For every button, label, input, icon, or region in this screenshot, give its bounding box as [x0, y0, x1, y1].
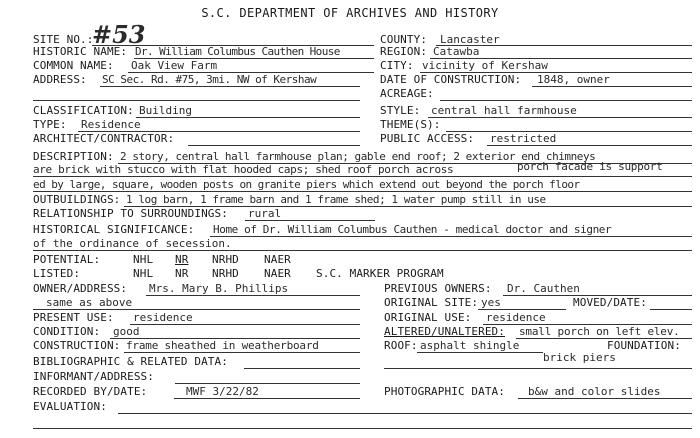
potential-option-nhl[interactable]: NHL — [133, 253, 154, 266]
architect-rule — [188, 145, 360, 146]
original-site-value: yes — [481, 296, 501, 309]
previous-owners-label: PREVIOUS OWNERS: — [384, 282, 492, 295]
row-description-3 — [0, 177, 700, 192]
common-name-label: COMMON NAME: — [33, 59, 114, 72]
public-access-value: restricted — [490, 132, 557, 145]
outbuildings-value: 1 log barn, 1 frame barn and 1 frame shed; 1 water pump still in use — [126, 193, 546, 206]
description-line-2b: porch facade is support — [517, 160, 663, 173]
city-label: CITY: — [380, 59, 414, 72]
foundation-value: brick piers — [543, 351, 616, 364]
moved-date-label: MOVED/DATE: — [573, 296, 647, 309]
original-use-label: ORIGINAL USE: — [384, 311, 472, 324]
row-description-2 — [0, 162, 700, 177]
architect-label: ARCHITECT/CONTRACTOR: — [33, 132, 175, 145]
row-classification — [0, 103, 700, 118]
row-recorded — [0, 384, 700, 399]
photographic-value: b&w and color slides — [528, 385, 661, 398]
region-value: Catawba — [433, 45, 480, 58]
row-condition — [0, 324, 700, 339]
present-use-value: residence — [133, 311, 193, 324]
bibliographic-label: BIBLIOGRAPHIC & RELATED DATA: — [33, 355, 228, 368]
foundation-label: FOUNDATION: — [607, 339, 681, 352]
roof-label: ROOF: — [384, 339, 418, 352]
altered-value: small porch on left elev. — [519, 325, 680, 338]
classification-value: Building — [139, 104, 192, 117]
potential-option-naer[interactable]: NAER — [264, 253, 291, 266]
row-significance-1 — [0, 222, 700, 237]
row-common-name — [0, 58, 700, 73]
previous-owners-value: Dr. Cauthen — [507, 282, 580, 295]
relationship-rule — [245, 220, 375, 221]
description-label: DESCRIPTION: — [33, 150, 114, 163]
relationship-value: rural — [248, 207, 282, 220]
address-label: ADDRESS: — [33, 73, 87, 86]
acreage-rule — [440, 100, 692, 101]
potential-label: POTENTIAL: — [33, 253, 101, 266]
informant-label: INFORMANT/ADDRESS: — [33, 370, 155, 383]
outbuildings-label: OUTBUILDINGS: — [33, 193, 121, 206]
row-historic-name — [0, 44, 700, 59]
row-address — [0, 72, 700, 87]
style-label: STYLE: — [380, 104, 421, 117]
row-acreage — [0, 86, 700, 101]
row-significance-2 — [0, 236, 700, 251]
row-original-site — [0, 295, 700, 310]
row-listed — [0, 266, 700, 281]
date-construction-label: DATE OF CONSTRUCTION: — [380, 73, 522, 86]
potential-option-nrhd[interactable]: NRHD — [212, 253, 239, 266]
recorded-value: MWF 3/22/82 — [186, 385, 259, 398]
row-present-use — [0, 310, 700, 325]
original-use-value: residence — [486, 311, 546, 324]
owner-value: Mrs. Mary B. Phillips — [149, 282, 289, 295]
historical-significance-line-2: of the ordinance of secession. — [33, 237, 232, 250]
potential-option-nr-selected[interactable]: NR — [175, 253, 189, 266]
present-use-label: PRESENT USE: — [33, 311, 114, 324]
card-header: S.C. DEPARTMENT OF ARCHIVES AND HISTORY — [201, 6, 499, 20]
row-relationship — [0, 206, 700, 221]
original-site-label: ORIGINAL SITE: — [384, 296, 479, 309]
historic-name-value: Dr. William Columbus Cauthen House — [135, 45, 340, 58]
relationship-label: RELATIONSHIP TO SURROUNDINGS: — [33, 207, 228, 220]
listed-option-naer[interactable]: NAER — [264, 267, 291, 280]
address-line2-rule — [33, 100, 360, 101]
evaluation-rule — [118, 413, 692, 414]
date-construction-value: 1848, owner — [537, 73, 610, 86]
construction-value: frame sheathed in weatherboard — [126, 339, 319, 352]
row-owner — [0, 281, 700, 296]
public-access-label: PUBLIC ACCESS: — [380, 132, 475, 145]
county-label: COUNTY: — [380, 33, 428, 46]
photographic-label: PHOTOGRAPHIC DATA: — [384, 385, 506, 398]
listed-option-nhl[interactable]: NHL — [133, 267, 154, 280]
evaluation-label: EVALUATION: — [33, 400, 107, 413]
historical-significance-label: HISTORICAL SIGNIFICANCE: — [33, 223, 195, 236]
owner-line-2: same as above — [46, 296, 133, 309]
marker-program-label: S.C. MARKER PROGRAM — [316, 267, 444, 280]
row-type — [0, 117, 700, 132]
roof-value: asphalt shingle — [420, 339, 520, 352]
row-evaluation — [0, 399, 700, 414]
listed-option-nrhd[interactable]: NRHD — [212, 267, 239, 280]
row-potential — [0, 252, 700, 267]
significance-rule-2 — [33, 250, 692, 251]
site-label: SITE NO.: — [33, 33, 94, 46]
themes-label: THEME(S): — [380, 118, 441, 131]
style-value: central hall farmhouse — [431, 104, 577, 117]
row-bibliographic — [0, 354, 700, 369]
historical-significance-line-1: Home of Dr. William Columbus Cauthen - medical doctor and signer — [213, 223, 612, 236]
historic-name-label: HISTORIC NAME: — [33, 45, 128, 58]
classification-label: CLASSIFICATION: — [33, 104, 134, 117]
row-informant — [0, 369, 700, 384]
listed-label: LISTED: — [33, 267, 81, 280]
county-value: Lancaster — [440, 33, 500, 46]
condition-label: CONDITION: — [33, 325, 101, 338]
type-value: Residence — [81, 118, 141, 131]
site-number-handwritten: #53 — [92, 20, 146, 49]
region-label: REGION: — [380, 45, 428, 58]
acreage-label: ACREAGE: — [380, 87, 434, 100]
recorded-label: RECORDED BY/DATE: — [33, 385, 148, 398]
owner-label: OWNER/ADDRESS: — [33, 282, 128, 295]
address-value: SC Sec. Rd. #75, 3mi. NW of Kershaw — [102, 73, 317, 86]
public-access-rule — [487, 145, 692, 146]
type-label: TYPE: — [33, 118, 67, 131]
description-line-3: ed by large, square, wooden posts on granite piers which extend out beyond the porch floor — [33, 178, 580, 191]
row-outbuildings — [0, 192, 700, 207]
city-value: vicinity of Kershaw — [422, 59, 548, 72]
row-architect — [0, 131, 700, 146]
listed-option-nr[interactable]: NR — [175, 267, 189, 280]
construction-label: CONSTRUCTION: — [33, 339, 121, 352]
evaluation-rule-2 — [33, 428, 692, 429]
common-name-value: Oak View Farm — [131, 59, 218, 72]
altered-label: ALTERED/UNALTERED: — [384, 325, 506, 338]
description-line-1: 2 story, central hall farmhouse plan; gable end roof; 2 exterior end chimneys — [120, 150, 596, 163]
condition-value: good — [113, 325, 140, 338]
description-line-2: are brick with stucco with flat hooded caps; shed roof porch across — [33, 163, 454, 176]
